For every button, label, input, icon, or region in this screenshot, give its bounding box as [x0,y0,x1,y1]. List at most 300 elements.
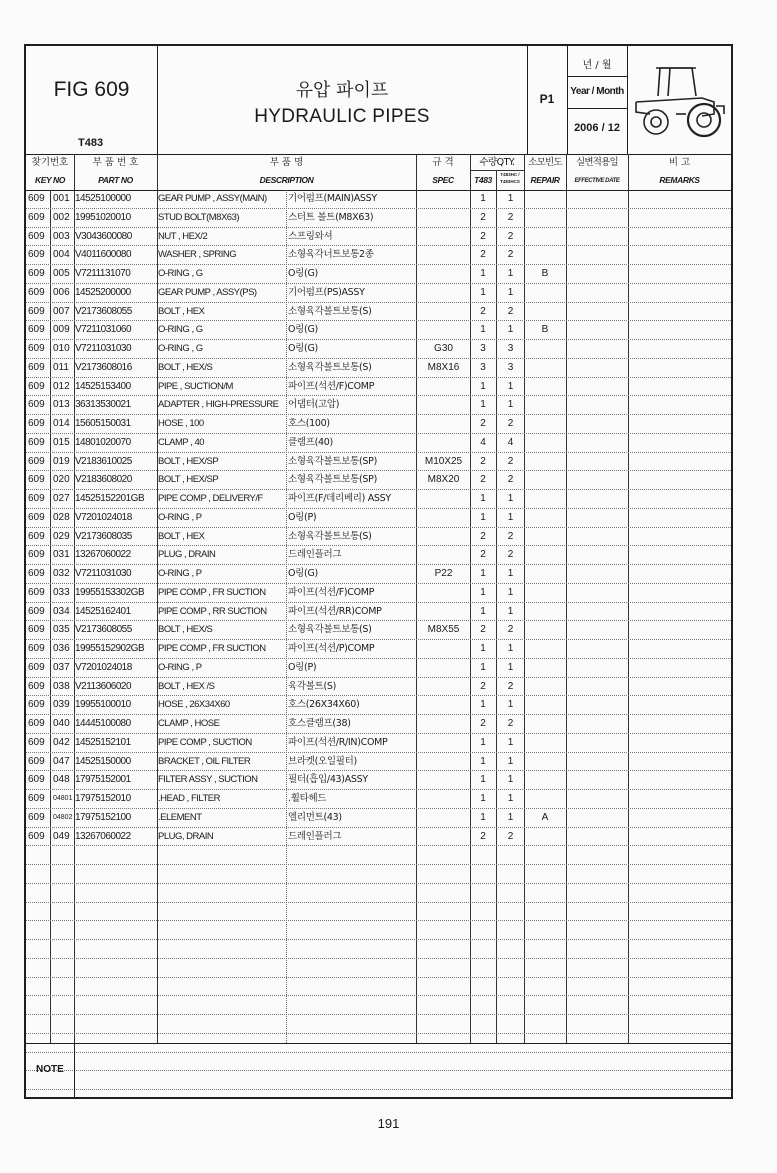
cell-item: 029 [53,530,70,542]
table-row [26,809,731,828]
cell-ko: 브라켓(오일필터) [288,755,357,767]
table-row [26,209,731,228]
cell-spec [417,659,470,677]
cell-ko: 어댑터(고압) [288,399,340,411]
cell-part: V2173608055 [75,624,132,636]
table-row [26,284,731,303]
cell-fig: 609 [28,549,45,561]
cell-part: 17975152100 [75,811,131,823]
cell-q2: 2 [507,211,514,223]
cell-desc: STUD BOLT(M8X63) [158,211,240,223]
cell-spec [417,828,470,846]
cell-q1: 1 [480,268,486,279]
cell-desc: ADAPTER , HIGH-PRESSURE [158,399,279,411]
col-eff-ko: 실변적용일 [576,157,618,168]
cell-desc: PIPE COMP , DELIVERY/F [158,493,263,504]
cell-spec: M8X55 [427,624,460,636]
cell-repair [526,828,564,846]
empty-row [26,865,731,884]
cell-q2: 1 [507,380,514,392]
table-row [26,434,731,453]
cell-fig: 609 [28,380,45,392]
cell-desc: GEAR PUMP , ASSY(MAIN) [158,193,267,204]
cell-fig: 609 [28,830,45,842]
cell-desc: O-RING , G [158,268,203,279]
cell-spec [417,434,470,452]
cell-item: 032 [53,568,70,579]
cell-desc: BOLT , HEX [158,305,205,317]
cell-fig: 609 [28,774,45,786]
note-divider [74,1044,75,1098]
col-qty-en: T483 [474,175,492,185]
cell-repair [526,584,564,602]
cell-q1: 1 [480,643,486,654]
cell-item: 027 [53,493,70,504]
cell-repair [526,715,564,733]
cell-fig: 609 [28,361,45,373]
cell-q1: 2 [480,474,486,486]
col-spec-en: SPEC [432,175,454,185]
cell-spec [417,509,470,527]
cell-item: 019 [53,455,70,467]
cell-fig: 609 [28,230,45,242]
cell-part: 19955152902GB [75,643,145,654]
cell-repair [526,509,564,527]
cell-item: 04802 [53,813,73,821]
table-row [26,734,731,753]
cell-repair: B [541,268,549,279]
cell-desc: BOLT , HEX/SP [158,474,219,486]
cell-item: 020 [53,474,70,486]
cell-repair [526,528,564,546]
cell-fig: 609 [28,736,45,748]
cell-spec [417,715,470,733]
cell-spec [417,490,470,508]
cell-part: V2173608055 [75,305,132,317]
cell-item: 034 [53,605,70,617]
cell-spec [417,303,470,321]
empty-row [26,996,731,1015]
cell-part: 19955100010 [75,699,131,711]
cell-ko: 스터트 볼트(M8X63) [288,211,374,223]
cell-q1: 3 [480,343,486,354]
table-row [26,490,731,509]
cell-repair [526,659,564,677]
cell-spec [417,546,470,564]
cell-repair [526,415,564,433]
table-row [26,696,731,715]
cell-part: 13267060022 [75,549,131,561]
cell-desc: FILTER ASSY , SUCTION [158,774,258,786]
cell-part: V7211131070 [75,268,131,279]
cell-q2: 2 [507,830,514,842]
cell-ko: 소형육각볼트보통(S) [288,624,372,636]
cell-desc: HOSE , 100 [158,418,204,429]
cell-fig: 609 [28,624,45,636]
cell-spec [417,190,470,208]
cell-q1: 1 [480,493,486,504]
cell-repair [526,471,564,489]
cell-repair [526,396,564,414]
cell-fig: 609 [28,755,45,767]
cell-part: V2173608035 [75,530,132,542]
cell-q1: 1 [480,661,486,673]
cell-repair [526,453,564,471]
cell-spec [417,246,470,264]
cell-ko: 기어펌프(MAIN)ASSY [288,193,377,204]
col-spec-ko: 규 격 [432,157,454,168]
table-row [26,565,731,584]
page-number: 191 [377,1116,400,1131]
cell-repair [526,640,564,658]
table-row [26,640,731,659]
cell-desc: BOLT , HEX [158,530,205,542]
table-row [26,715,731,734]
table-row [26,528,731,547]
cell-fig: 609 [28,474,45,486]
cell-repair [526,678,564,696]
table-row [26,771,731,790]
cell-part: 17975152010 [75,793,131,804]
cell-desc: O-RING , P [158,511,202,523]
cell-q2: 2 [507,455,514,467]
table-row [26,340,731,359]
cell-item: 002 [53,211,70,223]
cell-fig: 609 [28,530,45,542]
cell-ko: 파이프(석션/F)COMP [288,586,375,598]
cell-desc: PLUG , DRAIN [158,549,216,561]
cell-q2: 1 [507,755,514,767]
cell-fig: 609 [28,811,45,823]
cell-ko: 소형육각볼트보통(S) [288,305,372,317]
cell-item: 014 [53,418,70,429]
cell-q1: 2 [480,718,486,729]
cell-repair [526,621,564,639]
cell-q2: 3 [507,343,514,354]
cell-fig: 609 [28,249,45,261]
empty-row [26,903,731,922]
cell-spec [417,528,470,546]
cell-q1: 1 [480,511,486,523]
col-repair-en: REPAIR [530,175,560,185]
header-divider [567,76,627,77]
cell-desc: O-RING , G [158,343,203,354]
cell-fig: 609 [28,286,45,298]
cell-item: 013 [53,399,70,411]
table-row [26,415,731,434]
cell-item: 011 [53,361,69,373]
cell-item: 036 [53,643,70,654]
cell-item: 010 [53,343,70,354]
note-label: NOTE [36,1064,64,1075]
year-month-english: Year / Month [570,86,624,97]
col-desc-en: DESCRIPTION [259,175,314,185]
cell-q2: 1 [507,661,514,673]
cell-q1: 1 [480,605,486,617]
table-row [26,228,731,247]
cell-item: 031 [53,549,70,561]
cell-repair [526,696,564,714]
cell-item: 040 [53,718,70,729]
cell-q1: 1 [480,699,486,711]
cell-ko: 육각볼트(S) [288,680,337,692]
cell-part: 14525162401 [75,605,131,617]
cell-ko: 소형육각너트보통2종 [288,249,374,261]
cell-desc: PIPE COMP , RR SUCTION [158,605,267,617]
cell-part: V2173608016 [75,361,132,373]
cell-q2: 1 [507,699,514,711]
table-row [26,303,731,322]
cell-ko: O링(G) [288,268,318,279]
cell-spec: M10X25 [424,455,463,467]
cell-q2: 1 [507,324,514,336]
tractor-icon [630,56,730,146]
cell-spec: G30 [434,343,453,354]
cell-spec: M8X16 [427,361,460,373]
cell-ko: O링(G) [288,568,318,579]
cell-q2: 2 [507,624,514,636]
cell-fig: 609 [28,568,45,579]
cell-fig: 609 [28,211,45,223]
cell-desc: O-RING , G [158,324,203,336]
cell-repair [526,790,564,808]
cell-ko: 호스(26X34X60) [288,699,360,711]
table-row [26,678,731,697]
header-divider [627,46,628,154]
cell-ko: 파이프(석션/R/IN)COMP [288,736,388,748]
cell-ko: 파이프(석션/P)COMP [288,643,375,654]
cell-ko: O링(P) [288,661,317,673]
cell-repair: B [541,324,549,336]
cell-ko: 엘리먼트(43) [288,811,342,823]
cell-desc: CLAMP , HOSE [158,718,220,729]
cell-item: 039 [53,699,70,711]
cell-fig: 609 [28,436,45,448]
empty-row [26,959,731,978]
cell-repair [526,190,564,208]
cell-q2: 1 [507,511,514,523]
cell-q2: 4 [507,436,514,448]
cell-desc: BOLT , HEX/S [158,361,213,373]
cell-repair [526,753,564,771]
page-label: P1 [539,92,555,106]
parts-sheet [24,44,733,1099]
cell-q1: 2 [480,830,486,842]
cell-q1: 1 [480,811,486,823]
table-row [26,603,731,622]
cell-spec [417,378,470,396]
cell-q1: 1 [480,736,486,748]
sheet-header [26,46,731,155]
cell-part: V4011600080 [75,249,132,261]
cell-part: 14525153400 [75,380,131,392]
cell-repair: A [541,811,549,823]
cell-fig: 609 [28,511,45,523]
cell-ko: 필터(흡입/43)ASSY [288,774,368,786]
cell-item: 037 [53,661,70,673]
table-row [26,659,731,678]
cell-part: V7211031030 [75,568,132,579]
cell-desc: HOSE , 26X34X60 [158,699,230,711]
col-eff-en: EFFECTIVE DATE [574,178,620,184]
cell-fig: 609 [28,605,45,617]
cell-q2: 2 [507,249,514,261]
cell-spec [417,640,470,658]
cell-q1: 1 [480,380,486,392]
cell-q2: 2 [507,230,514,242]
cell-q1: 2 [480,230,486,242]
cell-fig: 609 [28,793,45,804]
table-row [26,190,731,209]
col-desc-ko: 부 품 명 [269,157,304,168]
cell-item: 028 [53,511,70,523]
cell-item: 047 [53,755,70,767]
col-qty-sub: T483HC / T483HCS [500,172,520,184]
cell-fig: 609 [28,586,45,598]
cell-q1: 2 [480,455,486,467]
cell-fig: 609 [28,193,45,204]
cell-desc: BOLT , HEX /S [158,680,215,692]
cell-ko: O링(G) [288,343,318,354]
cell-q2: 1 [507,493,514,504]
cell-q2: 2 [507,474,514,486]
cell-fig: 609 [28,418,45,429]
cell-repair [526,303,564,321]
cell-part: 14445100080 [75,718,131,729]
cell-desc: .HEAD , FILTER [158,793,220,804]
cell-desc: PIPE COMP , FR SUCTION [158,586,266,598]
cell-fig: 609 [28,699,45,711]
cell-desc: WASHER , SPRING [158,249,237,261]
cell-q2: 1 [507,793,514,804]
cell-ko: 기어펌프(PS)ASSY [288,286,365,298]
cell-desc: GEAR PUMP , ASSY(PS) [158,286,257,298]
cell-repair [526,603,564,621]
col-remarks-ko: 비 고 [668,157,691,168]
cell-part: V2183610025 [75,455,132,467]
cell-desc: BRACKET , OIL FILTER [158,755,251,767]
model-code: T483 [78,137,104,149]
cell-fig: 609 [28,399,45,411]
cell-fig: 609 [28,661,45,673]
cell-q2: 1 [507,586,514,598]
cell-desc: BOLT , HEX/SP [158,455,219,467]
cell-ko: 드레인플러그 [288,549,342,561]
cell-ko: O링(G) [288,324,318,336]
year-month-value: 2006 / 12 [574,122,620,134]
parts-table-body [26,190,731,1090]
empty-row [26,921,731,940]
header-divider [567,108,627,109]
cell-q1: 2 [480,530,486,542]
cell-q1: 2 [480,249,486,261]
cell-repair [526,284,564,302]
empty-row [26,846,731,865]
col-remarks-en: REMARKS [659,175,700,185]
table-row [26,265,731,284]
cell-spec [417,265,470,283]
cell-ko: 파이프(F/데리베리) ASSY [288,493,391,504]
table-row [26,321,731,340]
cell-repair [526,771,564,789]
cell-part: 14801020070 [75,436,131,448]
cell-ko: 드레인플러그 [288,830,342,842]
cell-part: 14525150000 [75,755,131,767]
cell-spec [417,734,470,752]
cell-spec [417,678,470,696]
table-row [26,790,731,809]
cell-q2: 2 [507,305,514,317]
cell-part: 19955153302GB [75,586,145,598]
cell-part: 36313530021 [75,399,131,411]
cell-spec [417,228,470,246]
cell-q1: 1 [480,286,486,298]
cell-repair [526,228,564,246]
cell-ko: 클램프(40) [288,436,333,448]
cell-q2: 2 [507,549,514,561]
cell-q1: 1 [480,755,486,767]
empty-row [26,884,731,903]
table-row [26,471,731,490]
cell-part: 14525152101 [75,736,131,748]
cell-q2: 1 [507,605,514,617]
cell-repair [526,246,564,264]
cell-fig: 609 [28,680,45,692]
col-key-ko: 찾기번호 [31,157,69,168]
figure-number: FIG 609 [53,78,130,101]
cell-q2: 1 [507,399,514,411]
cell-desc: O-RING , P [158,661,202,673]
cell-spec [417,396,470,414]
cell-item: 048 [53,774,70,786]
cell-spec: P22 [434,568,453,579]
cell-q2: 2 [507,718,514,729]
cell-fig: 609 [28,718,45,729]
table-row [26,359,731,378]
cell-item: 004 [53,249,70,261]
cell-fig: 609 [28,455,45,467]
cell-fig: 609 [28,643,45,654]
cell-q2: 1 [507,643,514,654]
cell-spec [417,790,470,808]
cell-fig: 609 [28,268,45,279]
table-row [26,396,731,415]
cell-part: V7211031030 [75,343,132,354]
empty-row [26,978,731,997]
cell-part: 13267060022 [75,830,131,842]
cell-q1: 1 [480,399,486,411]
cell-q2: 1 [507,568,514,579]
table-row [26,584,731,603]
cell-ko: 호스(100) [288,418,330,429]
empty-row [26,1015,731,1034]
col-repair-ko: 소모빈도 [528,157,562,168]
cell-item: 007 [53,305,70,317]
cell-part: 19951020010 [75,211,131,223]
table-row [26,621,731,640]
cell-ko: 소형육각볼트보통(SP) [288,474,377,486]
cell-desc: NUT , HEX/2 [158,230,208,242]
cell-ko: O링(P) [288,511,317,523]
table-row [26,378,731,397]
cell-item: 033 [53,586,70,598]
cell-part: V2183608020 [75,474,132,486]
cell-desc: PIPE COMP , SUCTION [158,736,252,748]
year-month-korean: 년 / 월 [582,60,612,71]
cell-spec [417,284,470,302]
note-box [26,1043,731,1098]
cell-q2: 2 [507,530,514,542]
